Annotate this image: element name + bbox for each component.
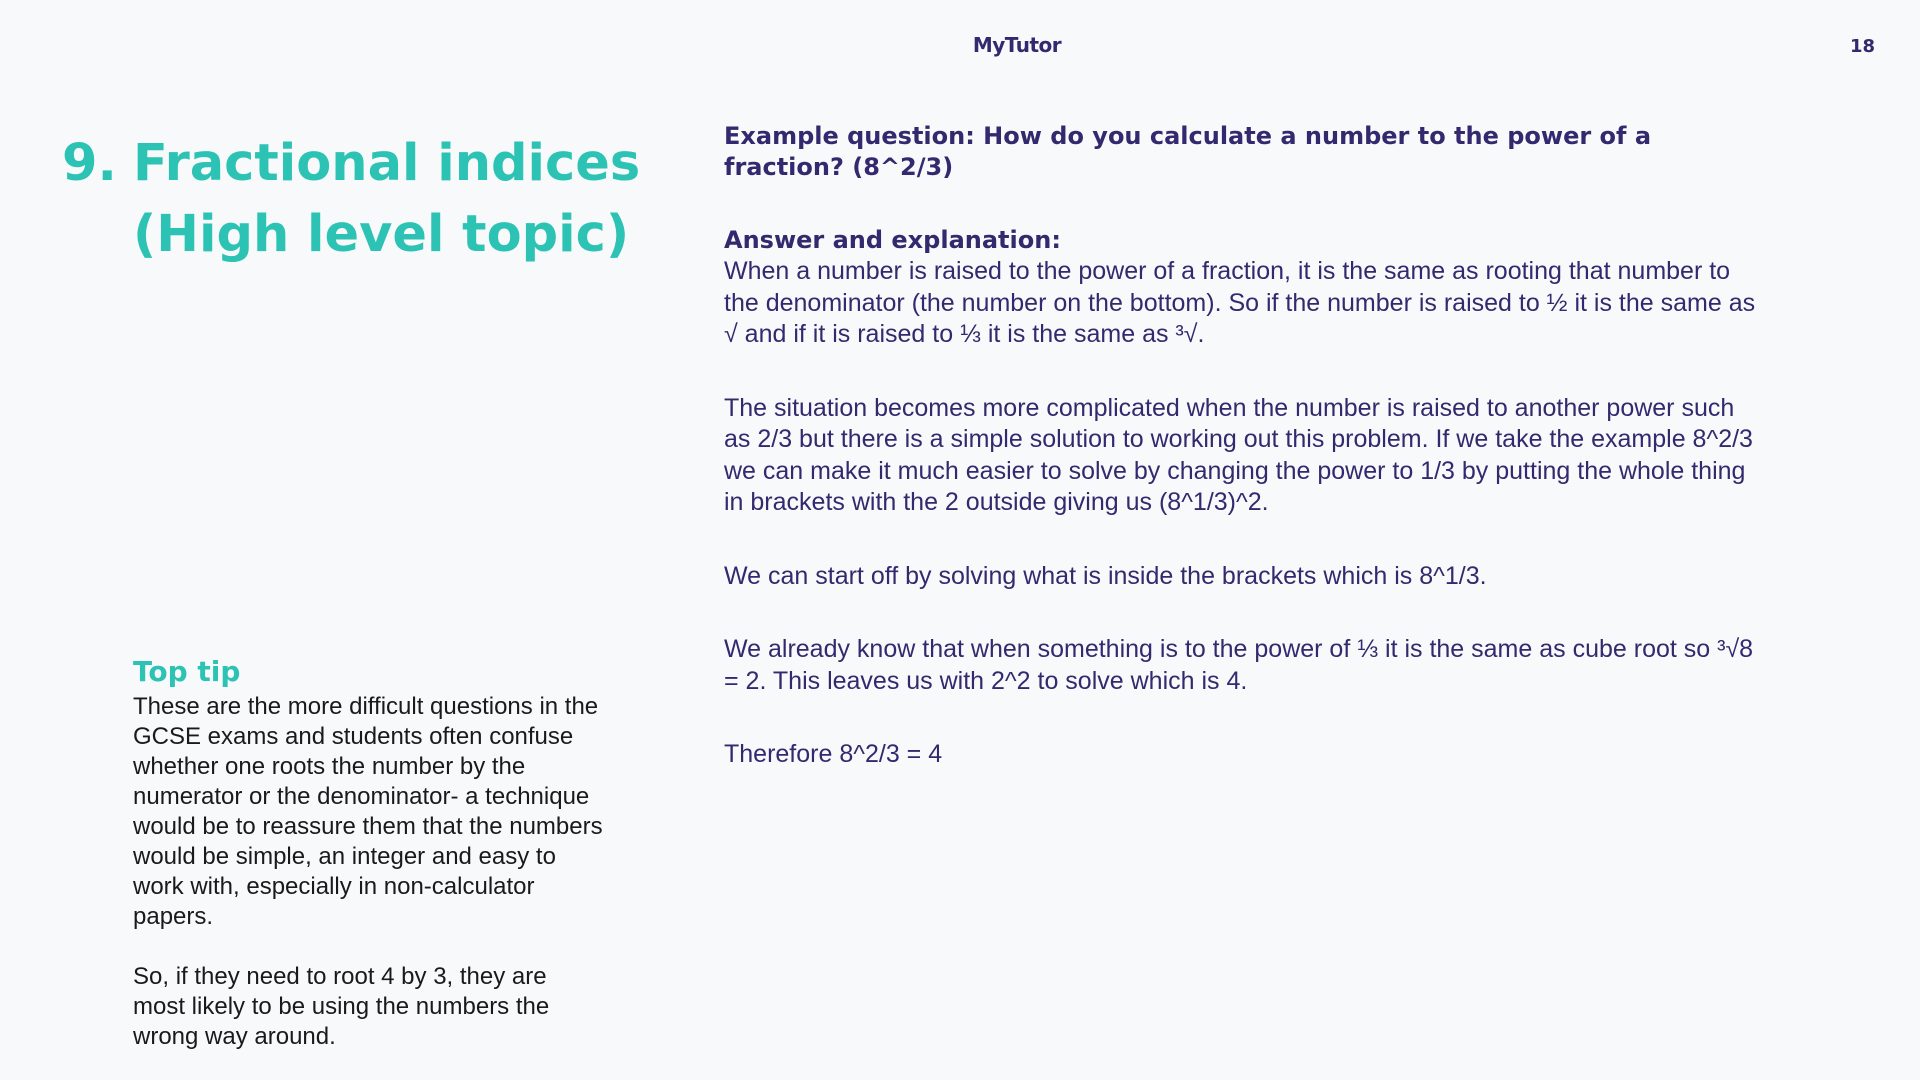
explanation-column [724,121,1764,771]
top-tip-panel [133,654,603,1052]
section-title [62,128,682,270]
top-tip-paragraph: So, if they need to root 4 by 3, they are most likely to be using the numbers the wrong way around. [133,963,550,1050]
answer-paragraph: We can start off by solving what is inside the brackets which is 8^1/3. [724,561,1487,590]
top-tip-heading: Top tip [133,655,241,688]
section-number: 9. [62,134,117,193]
answer-paragraph: The situation becomes more complicated when the number is raised to another power such as 2/3 but there is a simple solution to working out this problem. If we take the example 8^2/3 we can make it much easier to solve by changing the power to 1/3 by putting the whole thing in brackets with the 2 outside giving us (8^1/3)^2. [724,393,1753,516]
page-number: 18 [1849,36,1875,57]
answer-heading: Answer and explanation: [724,226,1061,254]
brand-logo: MyTutor [972,33,1062,57]
answer-conclusion: Therefore 8^2/3 = 4 [724,740,943,768]
top-tip-paragraph: These are the more difficult questions in the GCSE exams and students often confuse whether one roots the number by the numerator or the denominator- a technique would be to reassure them that the numbers would be simple, an integer and easy to work with, especially in non-calculator papers. [133,693,603,930]
example-question: Example question: How do you calculate a number to the power of a fraction? (8^2/3) [724,122,1652,181]
section-title-text: Fractional indices (High level topic) [133,134,641,264]
answer-paragraph: When a number is raised to the power of a fraction, it is the same as rooting that number to the denominator (the number on the bottom). So if the number is raised to ½ it is the same as √ and if it is raised to ⅓ it is the same as ³√. [724,257,1756,348]
answer-paragraph: We already know that when something is to the power of ⅓ it is the same as cube root so ³√8 = 2. This leaves us with 2^2 to solve which is 4. [724,635,1754,695]
